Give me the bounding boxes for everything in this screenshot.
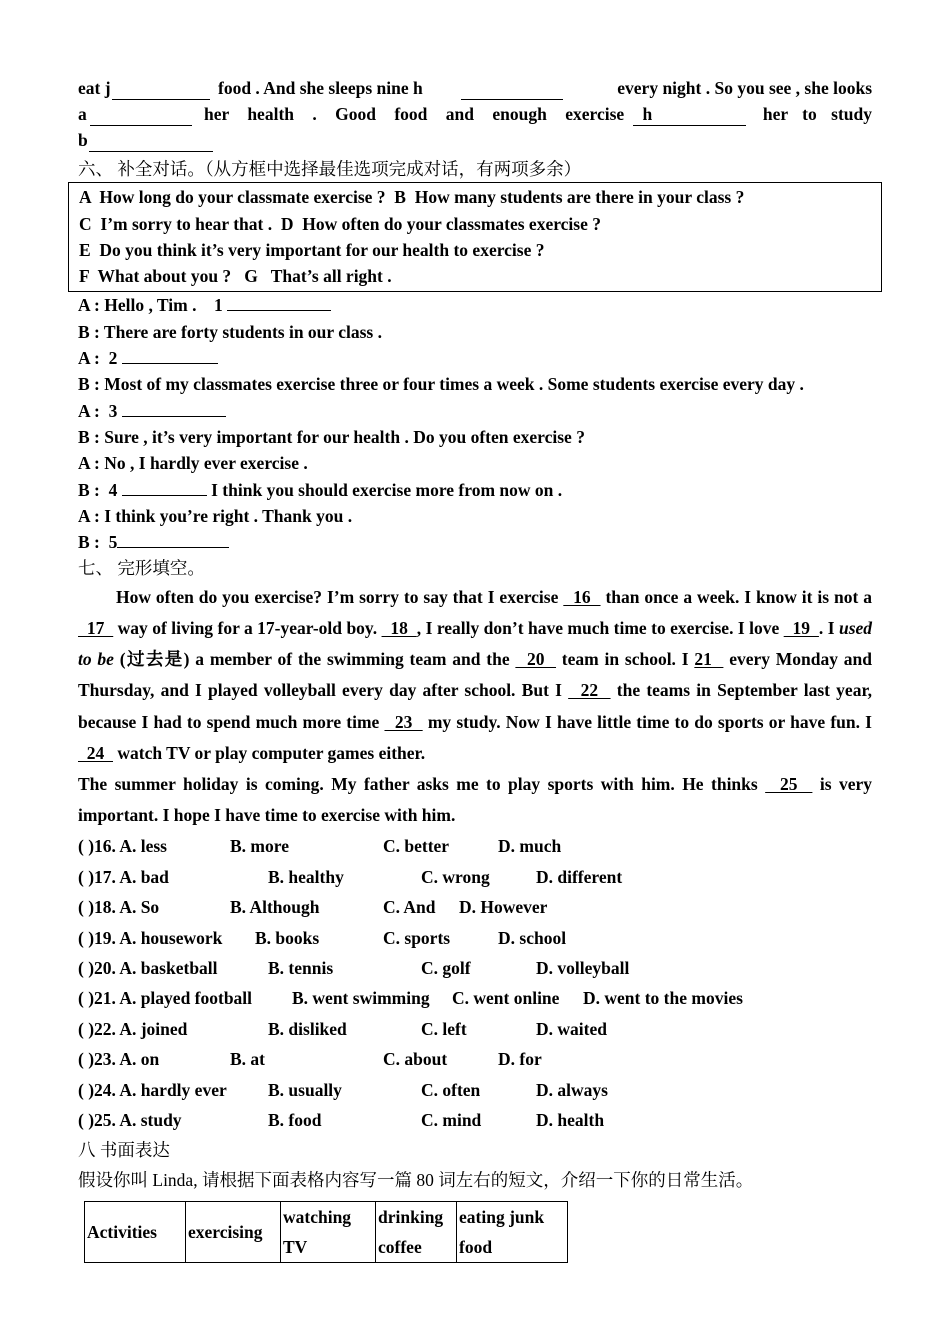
passage-text: How often do you exercise? I’m sorry to say that I exercise xyxy=(116,586,564,607)
table-row xyxy=(85,1202,568,1263)
question-row xyxy=(78,1105,872,1135)
question-option-a: ( )16. A. less xyxy=(78,836,167,857)
question-option: C. often xyxy=(421,1079,481,1100)
passage-text: every Monday and Thursday, and I played volleyball every day after school. But I xyxy=(78,649,873,701)
worksheet-page xyxy=(78,78,872,1263)
question-option-a: ( )21. A. played football xyxy=(78,988,253,1009)
blank[interactable] xyxy=(461,82,563,100)
question-option: B. disliked xyxy=(268,1018,347,1039)
table-cell: exercising xyxy=(186,1202,281,1263)
question-option: B. books xyxy=(255,927,320,948)
answer-blank[interactable] xyxy=(122,478,207,496)
question-option-a: ( )23. A. on xyxy=(78,1049,160,1070)
fill-line-2: a her health . Good food and enough exercise h her to study xyxy=(78,104,872,124)
section-7-title: 七、 完形填空。 xyxy=(78,558,205,579)
question-option: D. school xyxy=(498,927,567,948)
cloze-blank: 17 xyxy=(78,617,114,638)
question-option-a: ( )25. A. study xyxy=(78,1109,182,1130)
passage-text: way of living for a 17-year-old boy. xyxy=(113,617,382,638)
question-option: C. And xyxy=(383,897,436,918)
blank[interactable] xyxy=(112,82,210,100)
cloze-blank: 20 xyxy=(515,649,557,670)
passage-text: (过去是) a member of the swimming team and the xyxy=(113,649,516,670)
question-option: D. much xyxy=(498,836,562,857)
dialogue-line: B : There are forty students in our class . xyxy=(78,321,382,342)
cloze-blank: 18 xyxy=(381,617,417,638)
passage-text: my study. Now I have little time to do sports or have fun. I xyxy=(422,711,872,732)
question-option: C. wrong xyxy=(421,866,490,887)
question-option: B. food xyxy=(268,1109,322,1130)
question-option: B. usually xyxy=(268,1079,342,1100)
question-row xyxy=(78,1044,872,1074)
cloze-questions xyxy=(78,831,872,1135)
option-line: F What about you ? G That’s all right . xyxy=(79,266,392,287)
question-option: D. health xyxy=(536,1109,605,1130)
question-option: D. always xyxy=(536,1079,608,1100)
question-option: C. mind xyxy=(421,1109,482,1130)
question-row xyxy=(78,983,872,1013)
fill-in-section xyxy=(78,78,872,156)
answer-blank[interactable] xyxy=(122,346,218,364)
option-line: E Do you think it’s very important for our health to exercise ? xyxy=(79,239,545,260)
question-option: B. at xyxy=(230,1049,265,1070)
question-row xyxy=(78,1075,872,1105)
dialogue-line: B : Most of my classmates exercise three or four times a week . Some students exercise every day . xyxy=(78,374,804,395)
fill-line-1: eat j food . And she sleeps nine h every night . So you see , she looks xyxy=(78,78,872,98)
answer-blank[interactable] xyxy=(117,530,229,548)
passage-italic: used to be xyxy=(78,617,873,670)
question-option: D. volleyball xyxy=(536,957,630,978)
question-option-a: ( )17. A. bad xyxy=(78,866,169,887)
question-row xyxy=(78,923,872,953)
options-box xyxy=(68,182,882,292)
question-option: D. for xyxy=(498,1049,542,1070)
question-option: C. golf xyxy=(421,957,471,978)
question-option: C. about xyxy=(383,1049,448,1070)
section-8-title: 八 书面表达 xyxy=(78,1140,170,1161)
passage-text: . I xyxy=(818,617,839,638)
cloze-paragraph-1 xyxy=(78,582,872,769)
writing-instruction: 假设你叫 Linda, 请根据下面表格内容写一篇 80 词左右的短文，介绍一下你的日常生活。 xyxy=(78,1170,754,1191)
blank[interactable] xyxy=(633,108,746,126)
cloze-blank: 23 xyxy=(384,711,423,732)
question-option: D. different xyxy=(536,866,623,887)
cloze-blank: 21 xyxy=(694,649,724,670)
question-option-a: ( )18. A. So xyxy=(78,897,160,918)
section-6-title: 六、 补全对话。（从方框中选择最佳选项完成对话，有两项多余） xyxy=(78,159,582,179)
dialogue-line: A : 3 xyxy=(78,398,872,424)
dialogue-line: B : Sure , it’s very important for our health . Do you often exercise ? xyxy=(78,426,585,447)
option-line: C I’m sorry to hear that . D How often do your classmates exercise ? xyxy=(79,213,602,234)
question-row xyxy=(78,862,872,892)
dialogue-line: A : I think you’re right . Thank you . xyxy=(78,505,353,526)
cloze-blank: 19 xyxy=(783,617,819,638)
passage-text: The summer holiday is coming. My father asks me to play sports with him. He thinks xyxy=(78,773,766,794)
question-option-a: ( )24. A. hardly ever xyxy=(78,1079,227,1100)
cloze-blank: 25 xyxy=(765,773,813,794)
cloze-blank: 16 xyxy=(563,586,601,607)
question-row xyxy=(78,831,872,861)
dialogue-line: A : 2 xyxy=(78,345,872,371)
option-line: A How long do your classmate exercise ? B How many students are there in your class ? xyxy=(79,187,745,208)
passage-text: , I really don’t have much time to exercise. I love xyxy=(416,617,784,638)
question-option: B. Although xyxy=(230,897,320,918)
table-cell: Activities xyxy=(85,1202,186,1263)
table-cell: drinking coffee xyxy=(376,1202,457,1263)
passage-text: watch TV or play computer games either. xyxy=(113,742,426,763)
question-row xyxy=(78,892,872,922)
dialogue-line: A : No , I hardly ever exercise . xyxy=(78,453,308,474)
question-option: B. tennis xyxy=(268,957,334,978)
question-row xyxy=(78,953,872,983)
fill-line-3: b xyxy=(78,130,872,156)
question-option: D. waited xyxy=(536,1018,607,1039)
passage-text: team in school. I xyxy=(556,649,695,670)
question-option: C. left xyxy=(421,1018,467,1039)
blank[interactable] xyxy=(89,134,213,152)
cloze-passage xyxy=(78,582,872,832)
question-option-a: ( )19. A. housework xyxy=(78,927,223,948)
blank[interactable] xyxy=(90,108,192,126)
question-option-a: ( )20. A. basketball xyxy=(78,957,218,978)
question-option: D. However xyxy=(459,897,548,918)
activities-table xyxy=(84,1201,568,1263)
cloze-blank: 22 xyxy=(568,680,611,701)
passage-text: the teams in September last year, because I had to spend much more time xyxy=(78,680,872,732)
question-option-a: ( )22. A. joined xyxy=(78,1018,188,1039)
passage-text: is very important. I hope I have time to exercise with him. xyxy=(78,773,872,826)
cloze-blank: 24 xyxy=(78,742,113,763)
question-option: C. better xyxy=(383,836,450,857)
cloze-paragraph-2 xyxy=(78,769,872,831)
dialogue xyxy=(78,292,872,555)
table-cell: watching TV xyxy=(281,1202,376,1263)
question-option: C. sports xyxy=(383,927,451,948)
question-row xyxy=(78,1014,872,1044)
dialogue-line: B : 4 I think you should exercise more from now on . xyxy=(78,479,563,500)
dialogue-line: A : Hello , Tim . 1 xyxy=(78,292,872,318)
question-option: B. went swimming xyxy=(292,988,430,1009)
answer-blank[interactable] xyxy=(122,399,226,417)
answer-blank[interactable] xyxy=(227,293,331,311)
question-option: B. more xyxy=(230,836,289,857)
dialogue-line: B : 5 xyxy=(78,529,872,555)
question-option: D. went to the movies xyxy=(583,988,743,1009)
question-option: B. healthy xyxy=(268,866,344,887)
passage-text: than once a week. I know it is not a xyxy=(600,586,872,607)
table-cell: eating junk food xyxy=(457,1202,568,1263)
question-option: C. went online xyxy=(452,988,560,1009)
